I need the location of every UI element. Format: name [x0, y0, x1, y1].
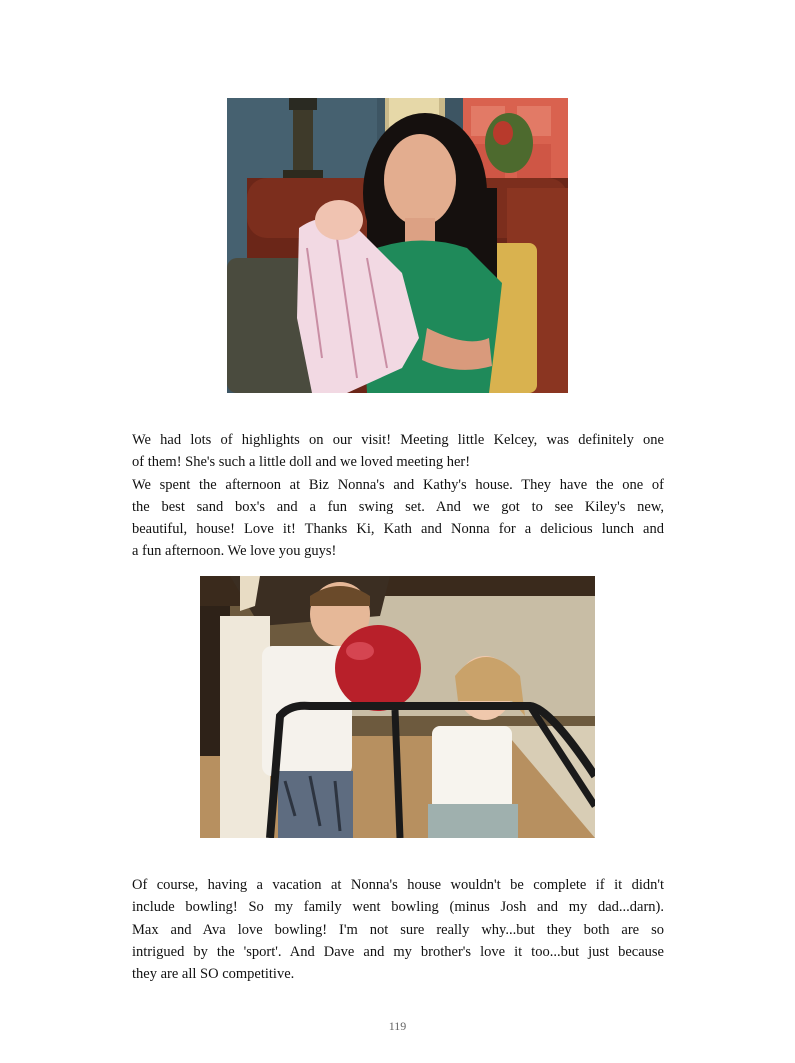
text-line: include bowling! So my family went bowling (minus Josh and my dad...darn).	[132, 899, 664, 916]
mother-holding-newborn-photo	[227, 98, 568, 393]
paragraph-visit-highlights	[132, 429, 664, 563]
text-line: they are all SO competitive.	[132, 966, 295, 983]
text-line: We spent the afternoon at Biz Nonna's and Kathy's house. They have the one of	[132, 476, 664, 493]
children-bowling-photo	[200, 576, 595, 838]
text-line: of them! She's such a little doll and we loved meeting her!	[132, 454, 471, 471]
page-number: 119	[388, 1019, 407, 1033]
text-line: Of course, having a vacation at Nonna's house wouldn't be complete if it didn't	[132, 877, 664, 893]
text-line: Max and Ava love bowling! I'm not sure really why...but they both are so	[132, 921, 664, 938]
paragraph-bowling	[132, 874, 664, 985]
text-line: a fun afternoon. We love you guys!	[132, 543, 337, 560]
text-line: intrigued by the 'sport'. And Dave and my brother's love it too...but just because	[132, 943, 664, 960]
text-line: We had lots of highlights on our visit! Meeting little Kelcey, was definitely one	[132, 432, 664, 448]
text-line: beautiful, house! Love it! Thanks Ki, Kath and Nonna for a delicious lunch and	[132, 521, 664, 538]
text-line: the best sand box's and a fun swing set. And we got to see Kiley's new,	[132, 498, 664, 515]
